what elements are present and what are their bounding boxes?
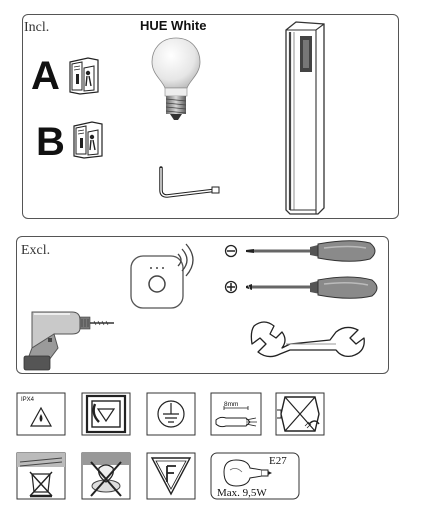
lamp-post-icon — [278, 18, 328, 216]
no-disposal-icon — [81, 452, 131, 500]
included-label: Incl. — [24, 20, 50, 35]
no-bathroom-icon — [16, 452, 66, 500]
booklet-icon — [72, 120, 104, 160]
ip-rating-label: IPX4 — [21, 397, 35, 403]
no-direct-view-icon — [275, 392, 325, 436]
flammable-icon — [146, 452, 196, 500]
flat-screwdriver-icon — [224, 240, 378, 262]
max-wattage-label: Max. 9,5W — [217, 487, 267, 499]
phillips-screwdriver-icon — [224, 276, 380, 300]
bulb-icon — [150, 36, 202, 122]
item-b-letter: B — [36, 120, 65, 164]
class-ii-icon — [81, 392, 131, 436]
drill-icon — [18, 308, 116, 372]
wrench-icon — [250, 320, 366, 360]
energy-code-label: E27 — [269, 455, 287, 467]
wire-strip-label: 8mm — [224, 401, 239, 408]
earth-icon — [146, 392, 196, 436]
hue-bridge-icon — [128, 240, 204, 310]
excluded-label: Excl. — [21, 243, 51, 258]
bulb-title: HUE White — [140, 18, 207, 33]
booklet-icon — [68, 56, 100, 96]
item-a-letter: A — [31, 54, 60, 98]
hex-key-icon — [155, 166, 221, 200]
wire-strip-icon — [210, 392, 262, 436]
